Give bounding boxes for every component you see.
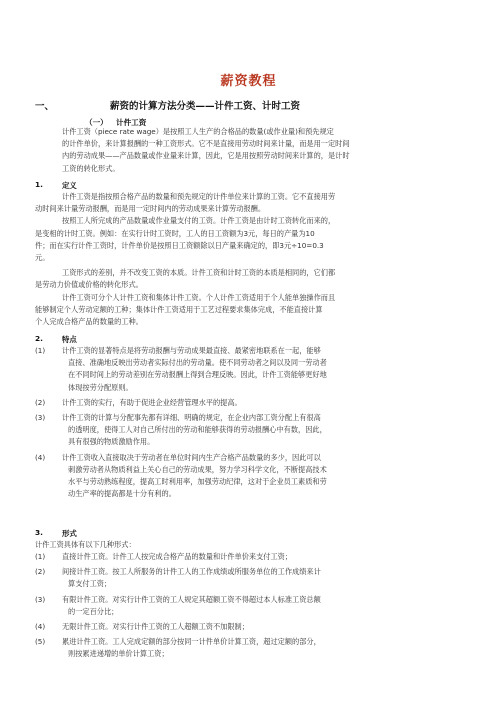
text-line: 刺激劳动者从物质利益上关心自己的劳动成果，努力学习科学文化，不断提高技术	[68, 464, 327, 474]
text-line: 个人完成合格产品的数量的工种。	[35, 317, 143, 327]
text-line: 的计件单价，来计算报酬的一种工资形式。它不是直接用劳动时间来计量，而是用一定时间	[62, 139, 350, 149]
definition-paragraph	[35, 191, 336, 328]
list-item-number: (2)	[35, 567, 46, 577]
list-item	[35, 636, 321, 660]
forms-title: 形式	[62, 529, 77, 538]
section-1-number: 一、	[35, 101, 55, 112]
forms-lead: 计件工资具体有以下几种形式：	[35, 540, 136, 549]
text-line: 在不同时间上的劳动差别在劳动报酬上得到合理反映。因此，计件工资能够更好地	[68, 370, 327, 380]
text-line: 内的劳动成果——产品数量或作业量来计算，因此，它是用按照劳动时间来计算的，是计时	[62, 151, 350, 161]
subsection-number: （一）	[85, 118, 108, 127]
text-line: 计件工资的实行，有助于促进企业经营管理水平的提高。	[62, 397, 242, 407]
definition-number: 1.	[35, 180, 43, 189]
document-title: 薪资教程	[220, 74, 277, 89]
text-line: 计件工资的显著特点是将劳动报酬与劳动成果最直接、最紧密地联系在一起，能够	[62, 346, 321, 355]
list-item	[35, 345, 327, 394]
forms-number: 3.	[35, 528, 43, 537]
text-line: 的透明度，使得工人对自己所付出的劳动和能够获得的劳动报酬心中有数，因此，	[68, 425, 327, 435]
text-line: 计件工资（piece rate wage）是按照工人生产的合格品的数量(或作业量)和预先规定	[62, 127, 334, 136]
list-item	[35, 566, 321, 590]
text-line: 按照工人所完成的产品数量或作业量支付的工资。计件工资是由计时工资转化而来的，	[62, 216, 336, 226]
text-line: 元。	[35, 253, 50, 263]
text-line: 算支付工资；	[68, 579, 112, 589]
definition-title: 定义	[62, 181, 77, 190]
list-item-number: (3)	[35, 413, 46, 423]
text-line: 计件工资可分个人计件工资和集体计件工资。个人计件工资适用于个人能单独操作而且	[62, 292, 336, 302]
list-item-number: (1)	[35, 346, 46, 355]
list-item	[35, 621, 321, 633]
list-item-number: (5)	[35, 637, 46, 647]
text-line: 动时间来计量劳动报酬，而是用一定时间内的劳动成果来计算劳动报酬。	[35, 204, 266, 214]
text-line: 计件工资是指按照合格产品的数量和预先规定的计件单位来计算的工资。它不直接用劳	[62, 192, 336, 201]
text-line: 具有很强的物质激励作用。	[68, 437, 155, 447]
text-line: 工资形式的差别，并不改变工资的本质。计件工资和计时工资的本质是相同的，它们都	[62, 268, 336, 278]
text-line: 水平与劳动熟练程度，提高工时利用率，加强劳动纪律，这对于企业员工素质和劳	[68, 477, 327, 487]
text-line: 工资的转化形式。	[62, 163, 120, 173]
forms-list	[35, 551, 321, 664]
features-number: 2.	[35, 334, 43, 343]
text-line: 计件工资收入直接取决于劳动者在单位时间内生产合格产品数量的多少，因此可以	[62, 452, 321, 462]
subsection-title: 计件工资	[116, 118, 147, 127]
list-item-number: (3)	[35, 594, 46, 604]
list-item-number: (2)	[35, 397, 46, 407]
list-item-number: (1)	[35, 552, 46, 561]
text-line: 间接计件工资。按工人所服务的计件工人的工作成绩或所服务单位的工作成绩来计	[62, 567, 321, 577]
text-line: 则按累进递增的单价计算工资；	[68, 649, 169, 659]
text-line: 计件工资的计算与分配事先都有详细、明确的规定，在企业内部工资分配上有很高	[62, 413, 321, 423]
text-line: 体现按劳分配原则。	[68, 382, 133, 392]
text-line: 的一定百分比；	[68, 606, 119, 616]
features-list	[35, 345, 327, 503]
text-line: 有限计件工资。对实行计件工资的工人规定其超额工资不得超过本人标准工资总额	[62, 594, 321, 604]
list-item-number: (4)	[35, 452, 46, 462]
text-line: 直接计件工资。计件工人按完成合格产品的数量和计件单价来支付工资；	[62, 552, 293, 561]
text-line: 件；而在实行计件工资时，计件单价是按照日工资额除以日产量来确定的，即3元÷10=0.3	[35, 240, 324, 250]
text-line: 无限计件工资。对实行计件工资的工人超额工资不加限制；	[62, 622, 249, 632]
list-item	[35, 452, 327, 501]
list-item-number: (4)	[35, 622, 46, 632]
text-line: 能够制定个人劳动定额的工种；集体计件工资适用于工艺过程要求集体完成，不能直接计算	[35, 304, 323, 314]
text-line: 直接、准确地反映出劳动者实际付出的劳动量。使不同劳动者之间以及同一劳动者	[68, 358, 327, 368]
text-line: 是变相的计时工资。例如：在实行计时工资时，工人的日工资额为3元，每日的产量为10	[35, 228, 315, 238]
list-item	[35, 551, 321, 563]
section-1-heading: 薪资的计算方法分类——计件工资、计时工资	[110, 101, 301, 112]
text-line: 动生产率的提高都是十分有利的。	[68, 489, 176, 499]
list-item	[35, 397, 327, 409]
features-title: 特点	[62, 335, 77, 344]
text-line: 累进计件工资。工人完成定额的部分按同一计件单价计算工资，超过定额的部分，	[62, 637, 321, 647]
intro-paragraph	[62, 126, 350, 175]
list-item	[35, 594, 321, 618]
text-line: 是劳动力价值或价格的转化形式。	[35, 280, 143, 290]
list-item	[35, 412, 327, 449]
